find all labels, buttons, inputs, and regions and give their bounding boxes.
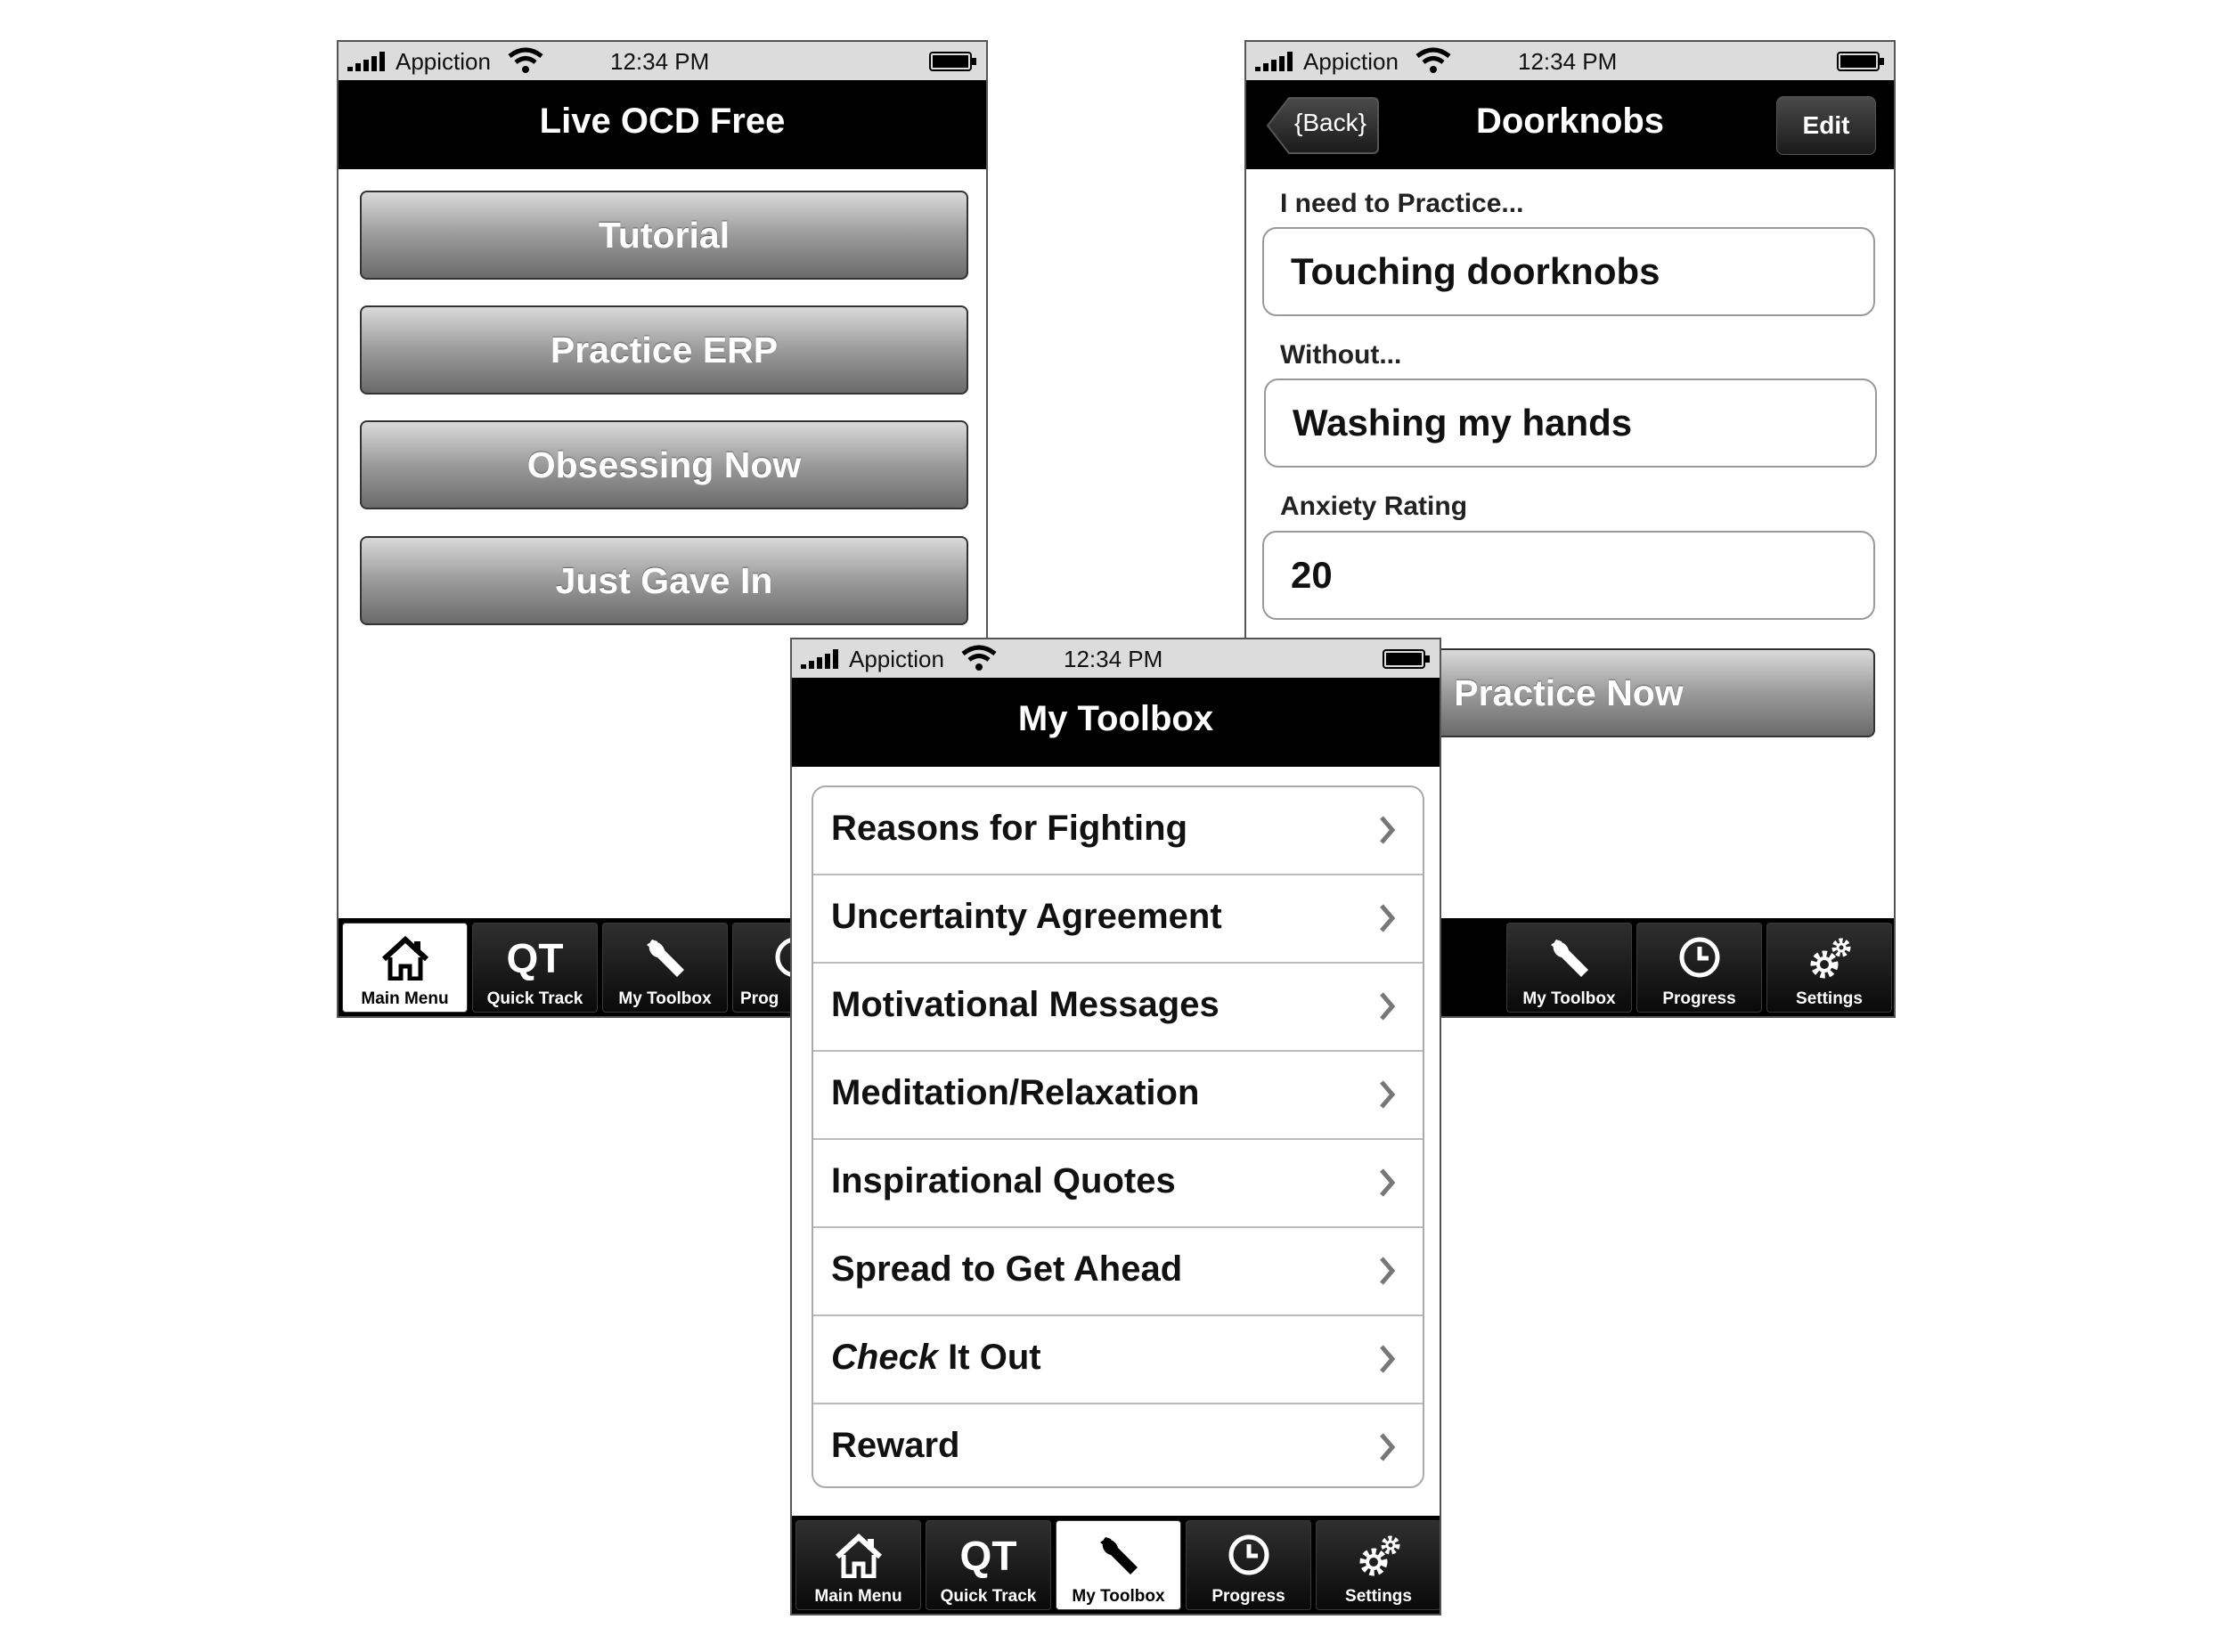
tab-label: Progress (1211, 1587, 1285, 1606)
list-item-label (831, 1338, 1041, 1378)
obsessing-now-button[interactable]: Obsessing Now (360, 420, 968, 509)
home-icon (834, 1534, 884, 1578)
wrench-icon (643, 936, 688, 981)
list-item-inspirational-quotes[interactable] (813, 1140, 1423, 1228)
tab-quick-track[interactable] (472, 923, 598, 1013)
chevron-right-icon (1378, 814, 1396, 846)
practice-erp-button[interactable]: Practice ERP (360, 305, 968, 395)
edit-button[interactable]: Edit (1776, 96, 1876, 155)
tab-progress[interactable] (1636, 923, 1762, 1013)
list-item-label-rest: It Out (938, 1338, 1041, 1377)
tutorial-button[interactable]: Tutorial (360, 191, 968, 280)
practice-now-button[interactable]: Practice Now (1262, 648, 1875, 737)
signal-icon (801, 649, 844, 669)
status-bar (339, 42, 986, 81)
practice-field[interactable]: Touching doorknobs (1262, 227, 1875, 316)
battery-icon (1837, 51, 1885, 72)
tab-label: My Toolbox (1522, 989, 1616, 1008)
list-item-spread-to-get-ahead[interactable] (813, 1228, 1423, 1316)
list-item-label: Uncertainty Agreement (831, 897, 1222, 936)
my-toolbox-screen (790, 638, 1441, 1615)
page-title: Doorknobs (1475, 102, 1665, 141)
tab-label: Settings (1796, 989, 1863, 1008)
clock: 12:34 PM (610, 48, 710, 75)
nav-bar (339, 80, 986, 169)
tab-label: Progress (1662, 989, 1736, 1008)
list-item-motivational-messages[interactable] (813, 964, 1423, 1052)
nav-bar (792, 678, 1440, 767)
chevron-right-icon (1378, 902, 1396, 934)
chevron-right-icon (1378, 1078, 1396, 1111)
tab-quick-track[interactable] (926, 1520, 1051, 1610)
clock: 12:34 PM (1064, 646, 1163, 672)
tab-my-toolbox[interactable] (1056, 1520, 1181, 1610)
tab-main-menu[interactable] (795, 1520, 921, 1610)
list-item-label: Meditation/Relaxation (831, 1073, 1200, 1112)
carrier-name: Appiction (849, 646, 944, 672)
page-title: Live OCD Free (539, 102, 786, 141)
list-item-label-italic: Check (831, 1338, 939, 1377)
wrench-icon (1097, 1534, 1141, 1578)
tab-label: Quick Track (486, 989, 583, 1008)
without-field[interactable]: Washing my hands (1264, 378, 1877, 468)
page-title: My Toolbox (1017, 699, 1214, 738)
clock-icon (1678, 936, 1721, 979)
chevron-right-icon (1378, 1431, 1396, 1463)
tab-label: Main Menu (814, 1587, 902, 1606)
tab-settings[interactable] (1766, 923, 1892, 1013)
practice-label: I need to Practice... (1280, 189, 1524, 218)
back-label: {Back} (1294, 109, 1366, 136)
list-item-reasons-for-fighting[interactable] (813, 787, 1423, 875)
tab-main-menu[interactable] (342, 923, 468, 1013)
tab-my-toolbox[interactable] (1506, 923, 1632, 1013)
tab-progress[interactable] (1186, 1520, 1311, 1610)
anxiety-rating-label: Anxiety Rating (1280, 492, 1468, 521)
battery-icon (929, 51, 977, 72)
tab-settings[interactable] (1316, 1520, 1441, 1610)
chevron-right-icon (1378, 1167, 1396, 1199)
tab-label: Quick Track (940, 1587, 1037, 1606)
chevron-right-icon (1378, 1255, 1396, 1287)
tab-label: Settings (1345, 1587, 1412, 1606)
wifi-icon (961, 645, 997, 671)
clock-icon (1228, 1534, 1270, 1576)
tab-my-toolbox[interactable] (602, 923, 728, 1013)
wifi-icon (1415, 47, 1451, 74)
wrench-icon (1547, 936, 1592, 981)
wifi-icon (508, 47, 543, 74)
tab-bar (792, 1516, 1440, 1614)
list-item-meditation-relaxation[interactable] (813, 1052, 1423, 1140)
tab-label: Prog (740, 989, 779, 1008)
tab-label: Main Menu (361, 989, 449, 1008)
tab-label: My Toolbox (618, 989, 712, 1008)
signal-icon (347, 52, 390, 71)
list-item-label: Inspirational Quotes (831, 1161, 1176, 1200)
home-icon (380, 936, 430, 981)
just-gave-in-button[interactable]: Just Gave In (360, 536, 968, 625)
list-item-check-it-out[interactable] (813, 1316, 1423, 1404)
qt-icon: QT (959, 1533, 1017, 1579)
nav-bar (1246, 80, 1894, 169)
status-bar (1246, 42, 1894, 81)
list-item-label: Motivational Messages (831, 985, 1220, 1024)
qt-icon: QT (506, 935, 564, 981)
list-item-uncertainty-agreement[interactable] (813, 875, 1423, 964)
list-item-label: Reward (831, 1426, 960, 1465)
gear-icon (1807, 936, 1853, 982)
chevron-right-icon (1378, 990, 1396, 1022)
toolbox-list (812, 785, 1424, 1488)
list-item-label: Reasons for Fighting (831, 809, 1187, 848)
without-label: Without... (1280, 340, 1402, 370)
status-bar (792, 639, 1440, 679)
anxiety-rating-field[interactable]: 20 (1262, 531, 1875, 620)
tab-label: My Toolbox (1072, 1587, 1165, 1606)
signal-icon (1255, 52, 1298, 71)
clock: 12:34 PM (1518, 48, 1618, 75)
carrier-name: Appiction (1303, 48, 1399, 75)
chevron-right-icon (1378, 1343, 1396, 1375)
list-item-label: Spread to Get Ahead (831, 1249, 1183, 1289)
list-item-reward[interactable] (813, 1404, 1423, 1488)
gear-icon (1356, 1534, 1402, 1580)
carrier-name: Appiction (396, 48, 491, 75)
battery-icon (1383, 648, 1431, 670)
